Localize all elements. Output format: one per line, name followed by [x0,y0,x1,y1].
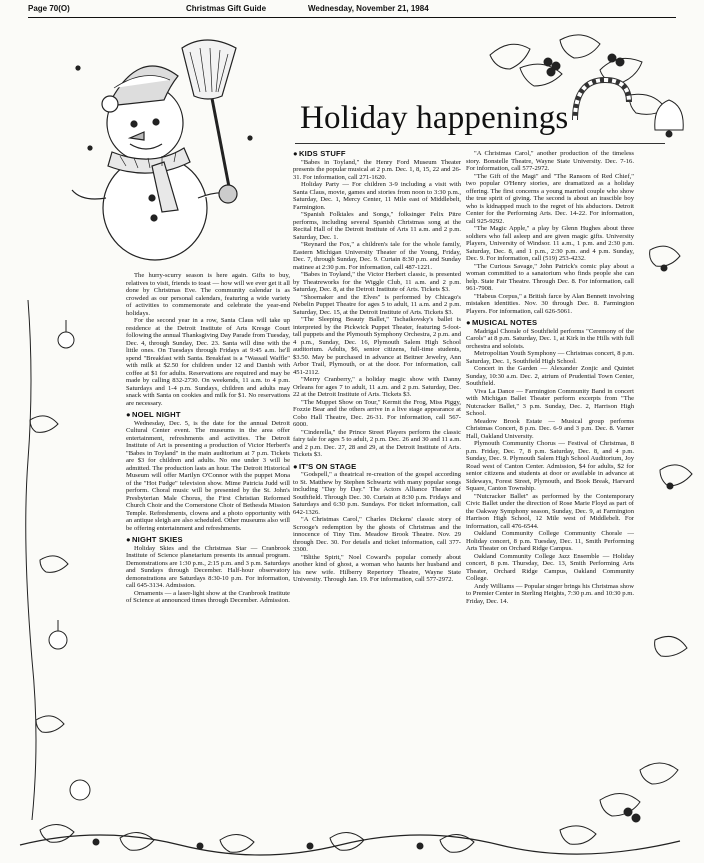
kids-paragraph: "The Muppet Show on Tour," Kermit the Frog, Miss Piggy, Fozzie Bear and the others arrive in a live stage appearance at Cobo Hall Theatre, Dec. 26-31. For information, call 567-6000. [293,398,461,428]
music-paragraph: Plymouth Community Chorus — Festival of Christmas, 8 p.m. Friday, Dec. 7, 8 p.m. Saturday, Dec. 8, and 4 p.m. Sunday, Dec. 9. Plymouth Salem High School Auditorium, Joy Road west of Canton Center. Admission, $4 for adults, $2 for senior citizens and students at door or available in advance at Sideways, Forest Street, Plymouth, and Book Break, Harvard Square, Canton Township. [466,440,634,492]
music-paragraph: Oakland Community College Community Chorale — Holiday concert, 8 p.m. Tuesday, Dec. 11, Smith Performing Arts Theater on Orchard Ridge Campus. [466,530,634,552]
kids-paragraph: Holiday Party — For children 3-9 including a visit with Santa Claus, movie, games and stories from noon to 3:30 p.m., Saturday, Dec. 1, Mercy Center, 11 Mile east of Middlebelt, Farmington. [293,181,461,211]
music-paragraph: Andy Williams — Popular singer brings his Christmas show to Premier Center in Sterling Heights, 7:30 p.m. and 10:30 p.m. Friday, Dec. 14. [466,582,634,605]
intro-paragraph: For the second year in a row, Santa Claus will take up residence at the Detroit Institute of Arts Kresge Court following the annual Thanksgiving Day Parade from Tuesday, Dec. 4, through Sunday, Dec. 23. Santa will dine with the little ones. On Tuesdays through Fridays at 9:45 a.m. he'll spend "Breakfast with Santa. Breakfast is a "Wassail Waffle" with milk at $2.50 for children under 12 and Danish with coffee at $1 for adults. Reservations are required and may be made by calling 832-2730. On weekends, 11 a.m. to 4 p.m. Saturdays and 1-4 p.m. Sundays, children and adults may snack with Santa on cookies and milk for $1. No reservations are necessary. [126,317,290,407]
ornaments-left-icon [26,300,90,820]
kids-paragraph: "Babes in Toyland," the Victor Herbert classic, is presented by Theatreworks for the Wiggle Club, 11 a.m. and 2 p.m. Saturday, Dec. 8, at the Detroit Institute of Arts. Tickets $3. [293,271,461,293]
page-number: Page 70(O) [28,4,70,13]
stage-paragraph: "Godspell," a theatrical re-creation of the gospel according to St. Matthew by Stephen Schwartz with many popular songs including "Day by Day." The Actors Alliance Theater of Southfield. Through Dec. 30. Curtain at 8:30 p.m. Fridays and Saturdays and 6:30 p.m. Sundays. For ticket information, call 642-1326. [293,471,461,516]
kids-paragraph: "Babes in Toyland," the Henry Ford Museum Theater presents the popular musical at 2 p.m. Dec. 1, 8, 15, 22 and 26-31. For information, call 271-1620. [293,158,461,181]
music-paragraph: Oakland Community College Jazz Ensemble — Holiday concert, 8 p.m. Thursday, Dec. 13, Smith Performing Arts Theater, Orchard Ridge Campus, Oakland Community College. [466,552,634,582]
column-left [126,272,290,828]
kids-paragraph: "Shoemaker and the Elves" is performed by Chicago's Nebelin Puppet Theatre for ages 5 to adult, 11 a.m. and 2 p.m. Saturday, Dec. 15, at the Detroit Institute of Arts. Tickets $3. [293,293,461,316]
kids-paragraph: "Spanish Folktales and Songs," folksinger Felix Pitre performs, including several Spanish Christmas song at the Recital Hall of the Detroit Institute of Arts 11 a.m. and 2 p.m. Saturday, Dec. 1. [293,211,461,241]
music-paragraph: Viva La Dance — Farmington Community Band in concert with Michigan Ballet Theater perform excerpts from "The Nutcracker Ballet," 3 p.m. Sunday, Dec. 2, Harrison High School. [466,387,634,417]
section-heading-night-skies: ●NIGHT SKIES [126,535,183,544]
stage-paragraph: "A Christmas Carol," Charles Dickens' classic story of Scrooge's redemption by the ghosts of Christmas and the innocence of Tiny Tim. Meadow Brook Theatre. Nov. 29 through Dec. 30. For details and ticket information, call 377-3300. [293,516,461,553]
music-paragraph: "Nutcracker Ballet" as performed by the Contemporary Civic Ballet under the direction of Rose Marie Floyd as part of the Oakway Symphony season, Sunday, Dec. 9, at Farmington Harrison High School, 12 Mile west of Middlebelt. For information, call 476-6544. [466,492,634,530]
stage-paragraph: "Blithe Spirit," Noel Coward's popular comedy about another kind of ghost, a woman who haunts her husband and his new wife. Hilberry Repertory Theatre, Wayne State University. Through Jan. 19. For information, call 577-2972. [293,553,461,583]
section-name: Christmas Gift Guide [186,4,267,13]
intro-paragraph: The hurry-scurry season is here again. Gifts to buy, relatives to visit, friends to toast — how will we ever get it all done by Christmas Eve. The community calendar is as crowded as our personal calendars, featuring a wide variety of activities to commemorate and celebrate the year-end holidays. [126,272,290,317]
kids-paragraph: "Reynard the Fox," a children's tale for the whole family, Eastern Michigan University Theater of the Young, Friday, Dec. 7, through Sunday, Dec. 9. Curtain 8:30 p.m. and Sunday matinee at 2:30 p.m. For information, call 487-1221. [293,241,461,271]
music-paragraph: Madrigal Chorale of Southfield performs "Ceremony of the Carols" at 8 p.m. Saturday, Dec. 1, at Kirk in the Hills with full orchestra and soloists. [466,327,634,350]
section-heading-kids-stuff: ●KIDS STUFF [293,150,346,158]
music-paragraph: Meadow Brook Estate — Musical group performs Christmas Concert, 8 p.m. Dec. 6-9 and 3 p.m. Dec. 8. Varner Hall, Oakland University. [466,417,634,440]
skies-paragraph: Holiday Skies and the Christmas Star — Cranbrook Institute of Science planetarium presents its annual program. Demonstrations are 1:30 p.m., 2:15 p.m. and 3 p.m. Saturdays and Sundays through December. Half-hour observatory demonstrations are Saturdays 8:30-10 p.m. For information, call 645-3134. Admission. [126,544,290,589]
issue-date: Wednesday, November 21, 1984 [308,4,429,13]
stage-paragraph: "Habeus Corpus," a British farce by Alan Bennett involving mistaken identities. Nov. 30 through Dec. 8. Farmington Players. For information, call 626-5061. [466,292,634,315]
kids-paragraph: "Merry Cranberry," a holiday magic show with Danny Orleans for ages 7 to adult, 11 a.m. and 2 p.m. Saturday, Dec. 22 at the Detroit Institute of Arts. Tickets $3. [293,376,461,398]
stage-paragraph: "The Magic Apple," a play by Glenn Hughes about three soldiers who fall asleep and are given magic gifts. University Players, University of Windsor. 11 a.m., 1 p.m. and 2:30 p.m. Saturday, Dec. 8, and 1 p.m., 2:30 p.m. and 4 p.m. Sunday, Dec. 9. For information, call (519) 253-4232. [466,225,634,262]
stage-paragraph: "The Gift of the Magi" and "The Ransom of Red Chief," two popular O'Henry stories, are dramatized as a holiday offering. The first concerns a young married couple who show the true spirit of giving. The second is about an irascible boy who is kidnapped much to the regret of his abductors. Detroit Center for the Performing Arts. Dec. 14-22. For information, call 925-9292. [466,172,634,225]
kids-paragraph: "The Sleeping Beauty Ballet," Tschaikovsky's ballet is interpreted by the Pickwick Puppet Theater, featuring 5-foot-tall puppets and the Plymouth Symphony Orchestra, 2 p.m. and 4 p.m., Sunday, Dec. 16, Plymouth Salem High School auditorium. Adults, $6, senior citizens, full-time students, $3.50. May be purchased in advance at Beitner Jewelry, Ann Arbor Trail, Plymouth, or at the door. For information, call 451-2112. [293,316,461,376]
bell-icon [655,100,683,137]
bullet-icon: ● [466,318,471,327]
bullet-icon: ● [126,535,131,544]
page-title: Holiday happenings [300,100,569,136]
column-middle [293,150,461,830]
stage-paragraph: "The Curious Savage," John Patrick's comic play about a woman committed to a sanatorium who finds people she can help. State Fair Theatre. Through Dec. 8. For information, call 961-7908. [466,262,634,292]
bullet-icon: ● [293,461,298,471]
skies-paragraph: Ornaments — a laser-light show at the Cranbrook Institute of Science at announced times through December. Admission. [126,589,290,604]
snowman-illustration [60,28,260,268]
title-rule [295,143,665,144]
section-heading-musical-notes: ●MUSICAL NOTES [466,318,538,327]
section-heading-noel-night: ●NOEL NIGHT [126,410,181,419]
bullet-icon: ● [293,150,298,158]
holly-leaves-right-icon [650,246,692,656]
column-right [466,150,634,830]
music-paragraph: Concert in the Garden — Alexander Zonjic and Quintet Sunday, 10:30 a.m. Dec. 2, atrium of Prudential Town Center, Southfield. [466,365,634,387]
section-heading-on-stage: ●IT'S ON STAGE [293,461,357,471]
music-paragraph: Metropolitan Youth Symphony — Christmas concert, 8 p.m. Saturday, Dec. 1, Southfield High School. [466,350,634,365]
stage-paragraph: "A Christmas Carol," another production of the timeless story. Bonstelle Theatre, Wayne State University. Dec. 7-16. For information, call 577-2972. [466,150,634,172]
noel-paragraph: Wednesday, Dec. 5, is the date for the annual Detroit Cultural Center event. The museums in the area offer entertainment, refreshments and activities. The Detroit Institute of Art is presenting a production of Victor Herbert's "Babes in Toyland" in the main auditorium at 7 p.m. Tickets are $3 for children and adults. No one under 3 will be admitted. The production lasts an hour. The Detroit Historical Museum will offer Marilyn O'Connor with the puppet Mona of the "Hot Fudge" television show. Mime Patricia Judd will perform. Choral music will be presented by the St. John's Presbyterian Male Chorus, the First Christian Reformed Church Choir and the Cornerstone Choir of Bethesda Mission Temple. Refreshments, clowns and a photo opportunity with an antique sleigh are also scheduled. Other museums also will be offering entertainment and refreshments. [126,419,290,532]
bullet-icon: ● [126,410,131,419]
kids-paragraph: "Cinderella," the Prince Street Players perform the classic fairy tale for ages 5 to adult, 2 p.m. Dec. 26 and 30 and 11 a.m. and 2 p.m. Dec. 27, 28 and 29, at the Detroit Institute of Arts. Tickets $3. [293,428,461,458]
